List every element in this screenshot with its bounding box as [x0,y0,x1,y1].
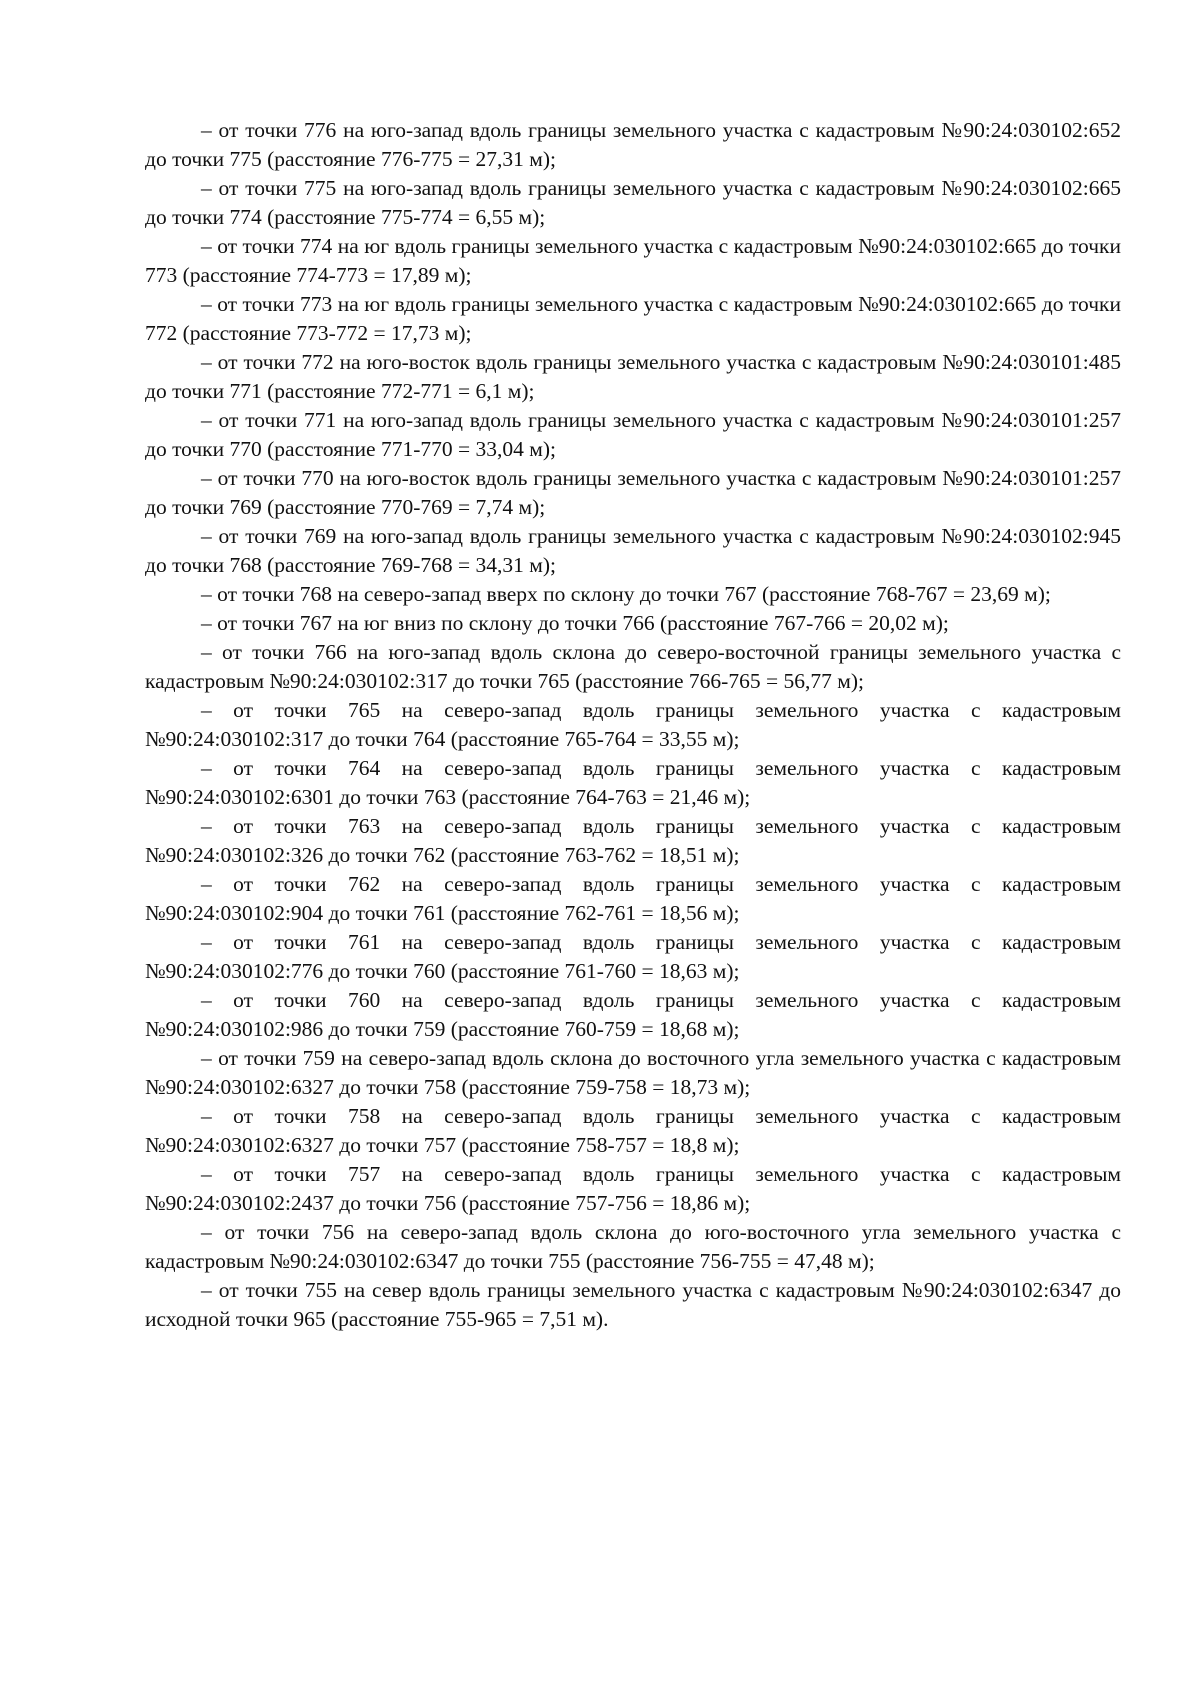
boundary-segment-760-759: – от точки 760 на северо-запад вдоль границы земельного участка с кадастровым №90:24:030102:986 до точки 759 (расстояние 760-759 = 18,68 м); [145,988,1121,1041]
boundary-segment-776-775: – от точки 776 на юго-запад вдоль границы земельного участка с кадастровым №90:24:030102:652 до точки 775 (расстояние 776-775 = 27,31 м); [145,118,1121,171]
boundary-segment-758-757: – от точки 758 на северо-запад вдоль границы земельного участка с кадастровым №90:24:030102:6327 до точки 757 (расстояние 758-757 = 18,8 м); [145,1104,1121,1157]
boundary-segment-768-767: – от точки 768 на северо-запад вверх по склону до точки 767 (расстояние 768-767 = 23,69 м); [201,582,1051,606]
boundary-segment-756-755: – от точки 756 на северо-запад вдоль склона до юго-восточного угла земельного участка с кадастровым №90:24:030102:6347 до точки 755 (расстояние 756-755 = 47,48 м); [145,1220,1121,1273]
boundary-segment-767-766: – от точки 767 на юг вниз по склону до точки 766 (расстояние 767-766 = 20,02 м); [201,611,949,635]
boundary-segment-766-765: – от точки 766 на юго-запад вдоль склона до северо-восточной границы земельного участка с кадастровым №90:24:030102:317 до точки 765 (расстояние 766-765 = 56,77 м); [145,640,1121,693]
boundary-segment-765-764: – от точки 765 на северо-запад вдоль границы земельного участка с кадастровым №90:24:030102:317 до точки 764 (расстояние 765-764 = 33,55 м); [145,698,1121,751]
boundary-segment-771-770: – от точки 771 на юго-запад вдоль границы земельного участка с кадастровым №90:24:030101:257 до точки 770 (расстояние 771-770 = 33,04 м); [145,408,1121,461]
boundary-segment-755-965: – от точки 755 на север вдоль границы земельного участка с кадастровым №90:24:030102:6347 до исходной точки 965 (расстояние 755-965 = 7,51 м). [145,1278,1121,1331]
boundary-segment-770-769: – от точки 770 на юго-восток вдоль границы земельного участка с кадастровым №90:24:030101:257 до точки 769 (расстояние 770-769 = 7,74 м); [145,466,1121,519]
boundary-segment-764-763: – от точки 764 на северо-запад вдоль границы земельного участка с кадастровым №90:24:030102:6301 до точки 763 (расстояние 764-763 = 21,46 м); [145,756,1121,809]
boundary-segment-775-774: – от точки 775 на юго-запад вдоль границы земельного участка с кадастровым №90:24:030102:665 до точки 774 (расстояние 775-774 = 6,55 м); [145,176,1121,229]
boundary-segment-769-768: – от точки 769 на юго-запад вдоль границы земельного участка с кадастровым №90:24:030102:945 до точки 768 (расстояние 769-768 = 34,31 м); [145,524,1121,577]
boundary-segment-759-758: – от точки 759 на северо-запад вдоль склона до восточного угла земельного участка с кадастровым №90:24:030102:6327 до точки 758 (расстояние 759-758 = 18,73 м); [145,1046,1121,1099]
boundary-segment-772-771: – от точки 772 на юго-восток вдоль границы земельного участка с кадастровым №90:24:030101:485 до точки 771 (расстояние 772-771 = 6,1 м); [145,350,1121,403]
boundary-segment-762-761: – от точки 762 на северо-запад вдоль границы земельного участка с кадастровым №90:24:030102:904 до точки 761 (расстояние 762-761 = 18,56 м); [145,872,1121,925]
boundary-segment-774-773: – от точки 774 на юг вдоль границы земельного участка с кадастровым №90:24:030102:665 до точки 773 (расстояние 774-773 = 17,89 м); [145,234,1121,287]
boundary-description-text [145,116,1121,1334]
boundary-segment-763-762: – от точки 763 на северо-запад вдоль границы земельного участка с кадастровым №90:24:030102:326 до точки 762 (расстояние 763-762 = 18,51 м); [145,814,1121,867]
boundary-segment-761-760: – от точки 761 на северо-запад вдоль границы земельного участка с кадастровым №90:24:030102:776 до точки 760 (расстояние 761-760 = 18,63 м); [145,930,1121,983]
boundary-segment-773-772: – от точки 773 на юг вдоль границы земельного участка с кадастровым №90:24:030102:665 до точки 772 (расстояние 773-772 = 17,73 м); [145,292,1121,345]
boundary-segment-757-756: – от точки 757 на северо-запад вдоль границы земельного участка с кадастровым №90:24:030102:2437 до точки 756 (расстояние 757-756 = 18,86 м); [145,1162,1121,1215]
